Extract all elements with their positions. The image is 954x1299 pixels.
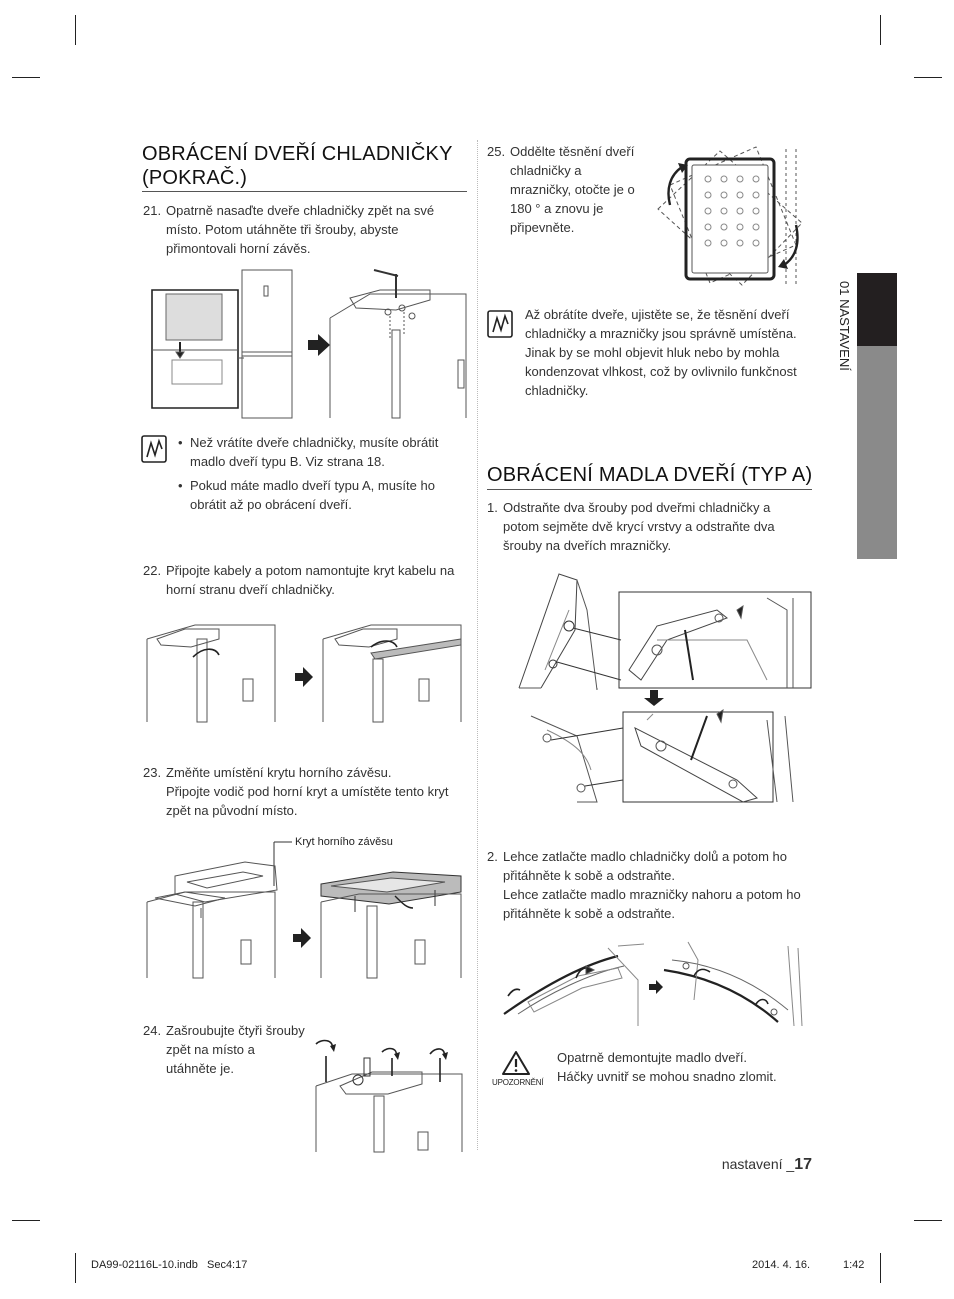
note-icon (487, 310, 513, 338)
step-24 (143, 1021, 308, 1081)
crop-mark (75, 1253, 76, 1283)
step-text-line: Lehce zatlačte madlo mrazničky nahoru a potom ho přitáhněte k sobě a odstraňte. (503, 887, 801, 921)
title-line-2: (POKRAČ.) (142, 167, 248, 189)
step-2 (487, 847, 812, 927)
side-tab (832, 273, 857, 559)
title-rule (142, 191, 467, 192)
step-text-line: Změňte umístění krytu horního závěsu. (166, 765, 392, 780)
step-23 (143, 763, 468, 823)
step-text (166, 763, 471, 820)
step-1 (487, 498, 812, 558)
step-text-line: Lehce zatlačte madlo chladničky dolů a potom ho přitáhněte k sobě a odstraňte. (503, 849, 788, 883)
page-footer (660, 1155, 812, 1174)
step-number: 23. (143, 765, 162, 780)
step-text: Připojte kabely a potom namontujte kryt kabelu na horní stranu dveří chladničky. (166, 563, 455, 597)
step-number: 22. (143, 563, 162, 578)
crop-mark (12, 1220, 40, 1221)
step-number: 24. (143, 1023, 162, 1038)
step-22 (143, 561, 463, 601)
note-icon (141, 435, 167, 463)
step-23-illustration (145, 852, 465, 978)
step-2-illustration (498, 940, 806, 1030)
page-number: 17 (794, 1156, 812, 1173)
side-tab-light (857, 346, 897, 559)
section-title: OBRÁCENÍ MADLA DVEŘÍ (TYP A) (487, 464, 813, 486)
crop-mark (12, 77, 40, 78)
side-tab-dark (857, 273, 897, 346)
step-text-line: Připojte vodič pod horní kryt a umístěte tento kryt zpět na původní místo. (166, 784, 449, 818)
callout-label: Kryt horního závěsu (295, 836, 393, 848)
note-bullet: • Pokud máte madlo dveří typu A, musíte ho obrátit až po obrácení dveří. (178, 476, 463, 514)
step-21 (143, 201, 463, 261)
note-1 (178, 433, 463, 514)
step-22-illustration (145, 617, 463, 722)
note-bullet: • Než vrátíte dveře chladničky, musíte obrátit madlo dveří typu B. Viz strana 18. (178, 433, 463, 471)
warning-text-line: Háčky uvnitř se mohou snadno zlomit. (557, 1069, 777, 1084)
step-number: 1. (487, 500, 498, 515)
step-text: Zašroubujte čtyři šrouby zpět na místo a utáhněte je. (166, 1023, 305, 1076)
step-number: 2. (487, 849, 498, 864)
crop-mark (914, 77, 942, 78)
print-slug-file: DA99-02116L-10.indb Sec4:17 (91, 1259, 248, 1271)
step-number: 21. (143, 203, 162, 218)
step-text: Odstraňte dva šrouby pod dveřmi chladničky a potom sejměte dvě krycí vrstvy a odstraňte dva šrouby na dveřích mrazničky. (503, 500, 775, 553)
section-title (142, 142, 472, 190)
step-25-illustration (656, 145, 804, 287)
page-label: nastavení _ (721, 1156, 795, 1172)
step-21-illustration (150, 268, 470, 418)
step-text (503, 847, 808, 923)
side-tab-label: 01 NASTAVENÍ (837, 281, 852, 371)
crop-mark (880, 1253, 881, 1283)
step-24-illustration (312, 1036, 468, 1152)
step-number: 25. (487, 144, 506, 159)
step-text: Oddělte těsnění dveří chladničky a mrazničky, otočte je o 180 ° a znovu je připevněte. (510, 144, 635, 235)
warning-text-line: Opatrně demontujte madlo dveří. (557, 1050, 748, 1065)
title-line-1: OBRÁCENÍ DVEŘÍ CHLADNIČKY (142, 143, 453, 165)
warning-label: UPOZORNĚNÍ (492, 1078, 544, 1087)
title-rule (487, 489, 812, 490)
column-divider (477, 140, 478, 1150)
crop-mark (75, 15, 76, 45)
step-25 (487, 142, 647, 242)
crop-mark (914, 1220, 942, 1221)
print-slug-date: 2014. 4. 16. (752, 1259, 811, 1271)
step-text: Opatrně nasaďte dveře chladničky zpět na své místo. Potom utáhněte tři šrouby, abyste přimontovali horní závěs. (166, 203, 435, 256)
warning-text (557, 1048, 817, 1086)
note-2: Až obrátíte dveře, ujistěte se, že těsnění dveří chladničky a mrazničky jsou správně umístěna. Jinak by se mohl objevit hluk nebo by mohla kondenzovat vlhkost, což by ovlivnilo funkčnost chladničky. (525, 307, 797, 398)
step-1-illustration (517, 570, 812, 805)
crop-mark (880, 15, 881, 45)
print-slug-time: 1:42 (843, 1259, 865, 1271)
warning-icon (501, 1050, 531, 1076)
